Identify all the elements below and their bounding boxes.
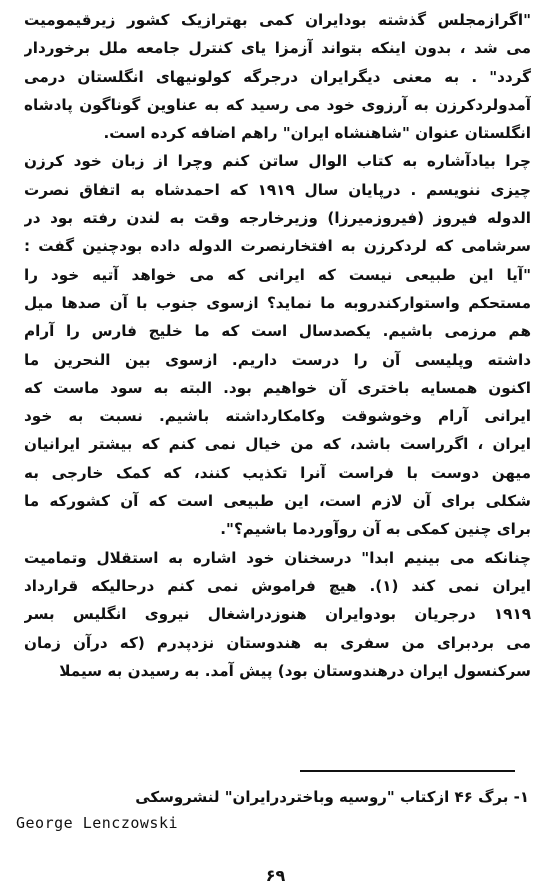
text-line: چنانکه می بینیم ابدا" درسخنان خود اشاره به استقلال وتمامیت xyxy=(24,548,531,567)
text-line: ایران نمی کند (۱). هیچ فراموش نمی کنم درحالیکه قرارداد xyxy=(24,576,531,595)
text-line: سرشامی که لردکرزن به افتخارنصرت الدوله داده بودچنین گفت : xyxy=(24,237,531,256)
footnote-divider xyxy=(300,770,515,772)
text-line: ایران ، اگرراست باشد، که من خیال نمی کنم که بیشتر ایرانیان xyxy=(24,435,531,454)
text-line: "اگرازمجلس گذشته بودایران کمی بهترازیک کشور زیرقیمومیت xyxy=(24,11,531,29)
text-line: ۱۹۱۹ درجریان بودوایران هنوزدراشغال نیروی انگلیس بسر xyxy=(24,605,531,624)
text-line: انگلستان عنوان "شاهنشاه ایران" راهم اضافه کرده است. xyxy=(103,124,531,143)
text-line: مستحکم واستوارکندروبه ما نماید؟ ازسوی جنوب با آن صدها میل xyxy=(24,293,531,312)
text-line: گردد" . به معنی دیگرایران درجرگه کولونیهای انگلستان درمی xyxy=(24,67,531,86)
body-text xyxy=(24,6,531,685)
text-line: چرا بیادآشاره به کتاب الوال ساتن کنم وچرا از زبان خود کرزن xyxy=(24,152,531,171)
text-line: برای چنین کمکی به آن روآوردما باشیم؟". xyxy=(220,520,531,539)
text-line: میهن دوست با فراست آنرا تکذیب کنند، که کمک خارجی به xyxy=(24,463,531,482)
text-line: ایرانی آرام وخوشوقت وکامکارداشته باشیم. نسبت به خود xyxy=(24,407,531,426)
text-line: الدوله فیروز (فیروزمیرزا) وزیرخارجه وقت به لندن رفته بود در xyxy=(24,209,531,228)
text-line: سرکنسول ایران درهندوستان بود) پیش آمد. به رسیدن به سیملا xyxy=(59,661,531,680)
text-line: چیزی ننویسم . درپایان سال ۱۹۱۹ که احمدشاه به اتفاق نصرت xyxy=(24,180,531,199)
text-line: شکلی برای آن لازم است، این طبیعی است که آن کشورکه ما xyxy=(24,492,531,511)
text-line: آمدولردکرزن به آرزوی خود می رسید که به عناوین گوناگون پادشاه xyxy=(24,95,531,114)
footnote: ۱- برگ ۴۶ ازکتاب "روسیه وباختردرایران" لنشروسکی xyxy=(135,788,529,806)
footnote-author-latin: George Lenczowski xyxy=(16,814,179,832)
text-line: می شد ، بدون اینکه بتواند آزمزا یای کنترل جامعه ملل برخوردار xyxy=(24,39,531,58)
text-line: هم مرزمی باشیم. یکصدسال است که ما خلیج فارس را آرام xyxy=(24,322,531,341)
text-line: اکنون همسایه باختری آن خواهیم بود. البته به سود ماست که xyxy=(24,378,531,397)
page-number: ۶۹ xyxy=(265,866,286,885)
text-line: می بردبرای من سفری به هندوستان نزدپدرم (که درآن زمان xyxy=(24,633,531,652)
text-line: داشته وپلیسی آن را درست داریم. ازسوی بین النحرین ما xyxy=(24,350,531,369)
text-line: "آیا این طبیعی نیست که ایرانی که می خواهد آتیه خود را xyxy=(24,265,531,284)
